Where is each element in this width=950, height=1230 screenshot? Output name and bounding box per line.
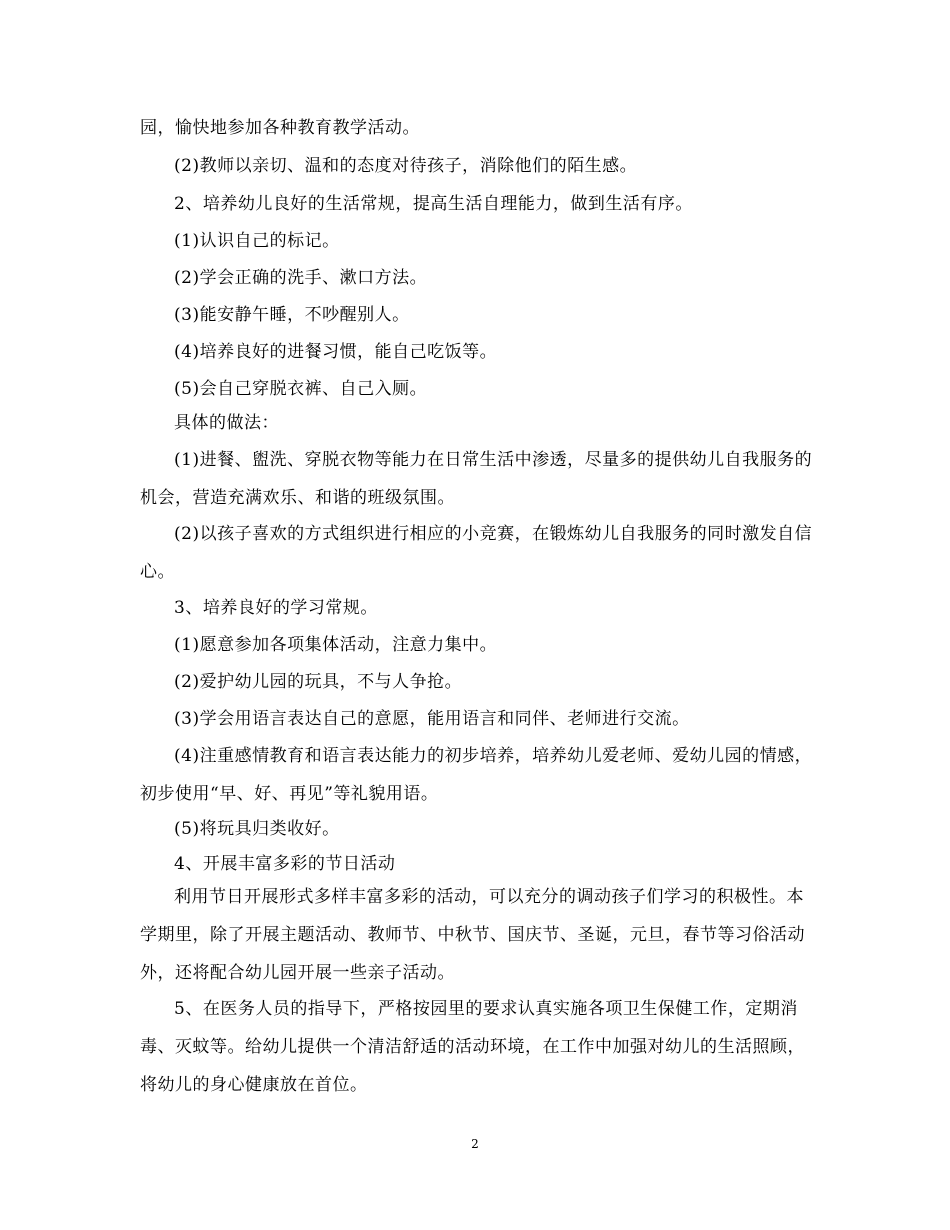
- paragraph: (3)能安静午睡，不吵醒别人。: [174, 305, 410, 325]
- paragraph: (5)会自己穿脱衣裤、自己入厕。: [174, 379, 428, 399]
- section-heading-5: 5、在医务人员的指导下，严格按园里的要求认真实施各项卫生保健工作，定期消毒、灭蚊等。给幼儿提供一个清洁舒适的活动环境，在工作中加强对幼儿的生活照顾，将幼儿的身心健康放在首位。: [140, 999, 805, 1095]
- paragraph: (2)教师以亲切、温和的态度对待孩子，消除他们的陌生感。: [174, 156, 638, 176]
- paragraph: (4)注重感情教育和语言表达能力的初步培养，培养幼儿爱老师、爱幼儿园的情感，初步使用“早、好、再见”等礼貌用语。: [140, 746, 813, 804]
- section-heading-3: 3、培养良好的学习常规。: [174, 598, 378, 618]
- paragraph: (2)爱护幼儿园的玩具，不与人争抢。: [174, 672, 463, 692]
- paragraph: 具体的做法：: [174, 413, 279, 433]
- paragraph: (2)学会正确的洗手、漱口方法。: [174, 268, 428, 288]
- paragraph: (2)以孩子喜欢的方式组织进行相应的小竞赛，在锻炼幼儿自我服务的同时激发自信心。: [140, 524, 813, 582]
- paragraph: (5)将玩具归类收好。: [174, 819, 340, 839]
- paragraph: (1)愿意参加各项集体活动，注意力集中。: [174, 635, 498, 655]
- paragraph: (1)进餐、盥洗、穿脱衣物等能力在日常生活中渗透，尽量多的提供幼儿自我服务的机会，营造充满欢乐、和谐的班级氛围。: [140, 450, 813, 508]
- paragraph: (3)学会用语言表达自己的意愿，能用语言和同伴、老师进行交流。: [174, 709, 690, 729]
- section-heading-2: 2、培养幼儿良好的生活常规，提高生活自理能力，做到生活有序。: [174, 194, 693, 214]
- paragraph: (4)培养良好的进餐习惯，能自己吃饭等。: [174, 342, 498, 362]
- paragraph: 利用节日开展形式多样丰富多彩的活动，可以充分的调动孩子们学习的积极性。本学期里，除了开展主题活动、教师节、中秋节、国庆节、圣诞，元旦，春节等习俗活动外，还将配合幼儿园开展一些亲子活动。: [140, 887, 805, 983]
- paragraph: (1)认识自己的标记。: [174, 231, 340, 251]
- section-heading-4: 4、开展丰富多彩的节日活动: [174, 854, 396, 874]
- paragraph-continuation: 园，愉快地参加各种教育教学活动。: [140, 118, 420, 138]
- page-number: 2: [471, 1137, 479, 1151]
